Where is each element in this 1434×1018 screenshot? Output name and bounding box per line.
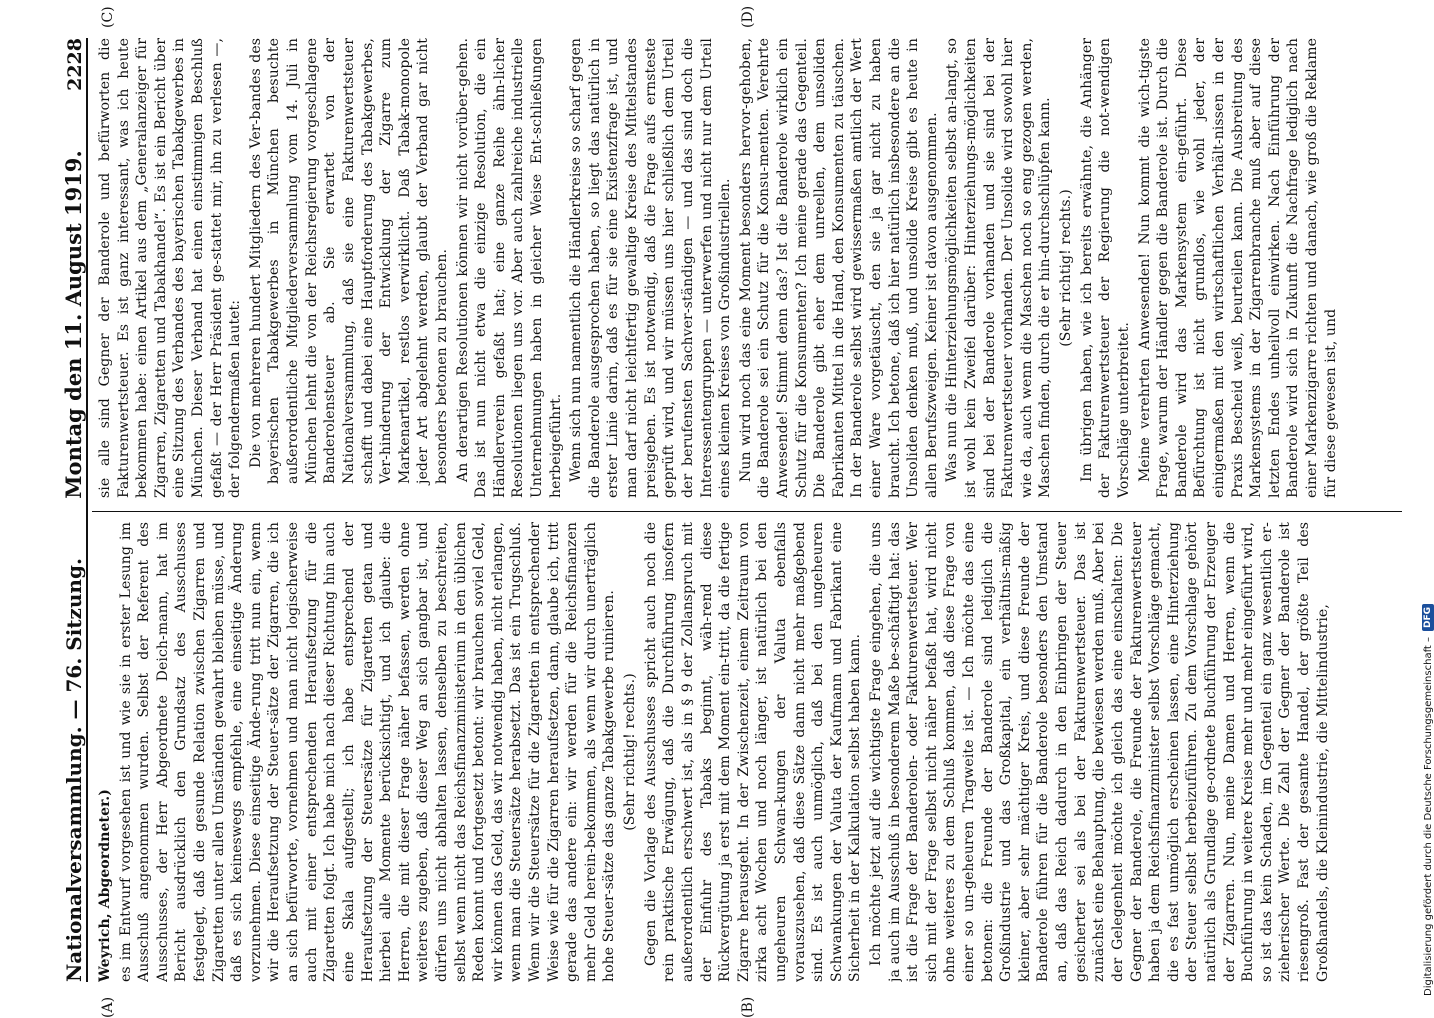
right-column: [96, 38, 1396, 498]
paragraph: es im Entwurf vorgesehen ist und wie sie in erster Lesung im Ausschuß angenommen wurden. Selbst der Referent des Ausschusses, der Herr Abgeordnete Deich-mann, hat im Bericht ausdrücklich den Grundsatz des Ausschusses festgelegt, daß die gesunde Relation zwischen Zigarren und Zigaretten unter allen Umständen gewahrt bleiben müsse, und daß es sich keineswegs empfehle, eine einseitige Änderung vorzunehmen. Diese einseitige Ände-rung tritt nun ein, wenn wir die Heraufsetzung der Steuer-sätze der Zigarren, die ich an sich befürworte, vornehmen und man nicht logischerweise auch mit einer entsprechenden Heraufsetzung für die Zigaretten folgt. Ich habe mich nach dieser Richtung hin auch eine Skala aufgestellt; ich habe entsprechend der Heraufsetzung der Steuersätze für Zigaretten getan und hierbei alle Momente berücksichtigt, und ich glaube: die Herren, die mit dieser Frage näher befassen, werden ohne weiteres zugeben, daß dieser Weg an sich gangbar ist, und dürfen uns nicht abhalten lassen, denselben zu beschreiten, selbst wenn nicht das Reichsfinanzministerium in den üblichen Reden konnt und fortgesetzt betont: wir brauchen soviel Geld, wir können das Geld, das wir notwendig haben, nicht erlangen, wenn man die Steuersätze herabsetzt. Das ist ein Trugschluß. Wenn wir die Steuersätze für die Zigaretten in entsprechender Weise wie für die Zigarren heraufsetzen, dann, glaube ich, tritt gerade das andere ein: wir werden für die Reichsfinanzen mehr Geld herein-bekommen, als wenn wir durch unerträglich hohe Steuer-sätze das ganze Tabakgewerbe ruinieren.: [117, 522, 618, 982]
paragraph: Gegen die Vorlage des Ausschusses spricht auch noch die rein praktische Erwägung, daß die Durchführung insofern außerordentlich erschwert ist, als in § 9 der Zollanspruch mit der Einfuhr des Tabaks beginnt, wäh-rend diese Rückvergütung ja erst mit dem Moment ein-tritt, da die fertige Zigarre herausgeht. In der Zwischenzeit, einem Zeitraum von zirka acht Wochen und noch länger, ist natürlich bei den ungeheuren Schwan-kungen der Valuta ebenfalls vorauszusehen, daß diese Sätze dann nicht mehr maßgebend sind. Es ist auch unmöglich, daß bei den ungeheuren Schwankungen der Valuta der Kaufmann und Fabrikant eine Sicherheit in der Kalkulation selbst haben kann.: [642, 522, 864, 982]
paragraph: An derartigen Resolutionen können wir nicht vorüber-gehen. Das ist nun nicht etwa die einzige Resolution, die ein Händlerverein gefaßt hat; eine ganze Reihe ähn-licher Resolutionen liegen uns vor. Aber auch zahlreiche industrielle Unternehmungen haben in gleicher Weise Ent-schließungen herbeigeführt.: [454, 38, 564, 498]
paragraph: Meine verehrten Anwesenden! Nun kommt die wich-tigste Frage, warum der Händler gegen die Banderole ist. Durch die Banderole wird das Markensystem ein-geführt. Diese Befürchtung ist nicht grundlos, wie wohl jeder, der einigermaßen mit den wirtschaftlichen Verhält-nissen in der Praxis Bescheid weiß, beurteilen kann. Die Ausbreitung des Markensystems in der Zigarrenbranche muß aber auf diese letzten Endes unheilvoll einwirken. Nach Einführung der Banderole wird sich in Zukunft die Nachfrage lediglich nach einer Markenzigarre richten und danach, wie groß die Reklame für diese gewesen ist, und: [1136, 38, 1339, 498]
digitization-credit: [1422, 16, 1434, 996]
margin-marker-d: (D): [740, 5, 756, 28]
margin-marker-c: (C): [100, 6, 116, 28]
paragraph: Nun wird noch das eine Moment besonders hervor-gehoben, die Banderole sei ein Schutz für die Konsu-menten. Verehrte Anwesende! Stimmt denn das? Ist die Banderole wirklich ein Schutz für die Konsumenten? Ich meine gerade das Gegenteil. Die Banderole gibt eher dem unreellen, dem unsoliden Fabrikanten Mittel in die Hand, den Konsumenten zu täuschen. In der Banderole selbst wird gewissermaßen amtlich der Wert einer Ware vorgetäuscht, den sie ja gar nicht zu haben braucht. Ich betone, daß ich hier natürlich insbesondere an die Unsoliden denken muß, und unsolide Kreise gibt es heute in allen Berufszweigen. Keiner ist davon ausgenommen.: [737, 38, 940, 498]
paragraph: Ich möchte jetzt auf die wichtigste Frage eingehen, die uns ja auch im Ausschuß in besonderem Maße be-schäftigt hat: das ist die Frage der Banderolen- oder Fakturenwertsteuer. Wer sich mit der Frage selbst nicht näher befaßt hat, wird nicht ohne weiteres zu dem Schluß kommen, daß diese Frage von einer so un-geheuren Tragweite ist. — Ich möchte das eine betonen: die Freunde der Banderole sind lediglich die Großindustrie und das Großkapital, ein verhältnis-mäßig kleiner, aber sehr mächtiger Kreis, und diese Freunde der Banderole führen für die Banderole besonders den Umstand an, daß das Reich dadurch in den Einbringen der Steuer gesicherter sei als bei der Fakturenwertsteuer. Das ist zunächst eine Behauptung, die bewiesen werden muß. Aber bei der Gelegenheit möchte ich gleich das eine einschalten: Die Gegner der Banderole, die Freunde der Fakturenwertsteuer haben ja dem Reichsfinanzminister selbst Vorschläge gemacht, die es fast unmöglich erscheinen lassen, eine Hinterziehung der Steuer selbst herbeizuführen. Zu dem Vorschlage gehört natürlich als Grundlage ge-ordnete Buchführung der Erzeuger der Zigarren. Nun, meine Damen und Herren, wenn die Buchführung in weitere Kreise mehr und mehr eingeführt wird, so ist das kein Schaden, im Gegenteil ein ganz wesentlich er-zieherischer Werte. Die Zahl der Gegner der Banderole ist riesengroß. Fast der gesamte Handel, der größte Teil des Großhandels, die Kleinindustrie, die Mittelindustrie,: [867, 522, 1331, 982]
credit-text: Digitalisierung gefördert durch die Deutsche Forschungsgemeinschaft –: [1422, 636, 1434, 996]
paragraph: Wenn sich nun namentlich die Händlerkreise so scharf gegen die Banderole ausgesprochen haben, so liegt das natürlich in erster Linie darin, daß es für sie eine Existenzfrage ist, und man darf nicht leichtfertig gewaltige Kreise des Mittelstandes preisgeben. Es ist notwendig, daß die Frage aufs ernsteste geprüft wird, und wir müssen uns hier schließlich dem Urteil der berufensten Sachver-ständigen — und das sind doch die Interessentengruppen — unterwerfen und nicht nur dem Urteil eines kleinen Kreises von Großindustriellen.: [568, 38, 734, 498]
dfg-logo: DFG: [1422, 604, 1434, 631]
margin-marker-b: (B): [740, 996, 756, 1018]
applause: (Sehr richtig! rechts.): [622, 673, 639, 831]
page-header: [40, 38, 88, 982]
speaker-label: Weyrich, Abgeordneter.): [97, 789, 113, 982]
left-column: [96, 522, 1396, 982]
paragraph: sie alle sind Gegner der Banderole und befürworten die Fakturenwertsteuer. Es ist ganz interessant, was ich heute bekommen habe: einen Artikel aus dem „Generalanzeiger für Zigarren, Zigaretten und Tabakhandel“. Es ist ein Bericht über eine Sitzung des Verbandes des bayerischen Tabakgewerbes in München. Dieser Verband hat einen einstimmigen Beschluß gefaßt — der Herr Präsident ge-stattet mir, ihn zu verlesen —, der folgendermaßen lautet:: [97, 38, 244, 498]
paragraph: Im übrigen haben, wie ich bereits erwähnte, die Anhänger der Fakturenwertsteuer der Regierung die not-wendigen Vorschläge unterbreitet.: [1078, 38, 1132, 498]
paragraph: Was nun die Hinterziehungsmöglichkeiten selbst an-langt, so ist wohl kein Zweifel darüber: Hinterziehungs-möglichkeiten sind bei der Banderole vorhanden und sie sind bei der Fakturenwertsteuer vorhanden. Der Unsolide wird sowohl hier wie da, auch wenn die Maschen noch so eng gezogen werden, Maschen finden, durch die er hin-durchschlüpfen kann.: [944, 38, 1054, 498]
margin-marker-a: (A): [100, 996, 116, 1018]
rotated-page: [40, 5, 1420, 1018]
header-date: Montag den 11. August 1919.: [61, 150, 86, 499]
applause: (Sehr richtig! rechts.): [1058, 189, 1075, 347]
header-left: Nationalversammlung. — 76. Sitzung.: [62, 558, 86, 982]
quoted-resolution: Die von mehreren hundert Mitgliedern des Ver-bandes des bayerischen Tabakgewerbes in München besuchte außerordentliche Mitgliederversammlung vom 14. Juli in München lehnt die von der Reichsregierung vorgeschlagene Banderolensteuer ab. Sie erwartet von der Nationalversammlung, daß sie eine Fakturenwertsteuer schafft und dabei eine Hauptforderung des Tabakgewerbes, Ver-hinderung der Entwicklung der Zigarre zum Markenartikel, restlos verwirklicht. Daß Tabak-monopole jeder Art abgelehnt werden, glaubt der Verband gar nicht besonders betonen zu brauchen.: [247, 38, 450, 484]
page-number: 2228: [64, 38, 86, 91]
column-divider: [92, 511, 1402, 512]
